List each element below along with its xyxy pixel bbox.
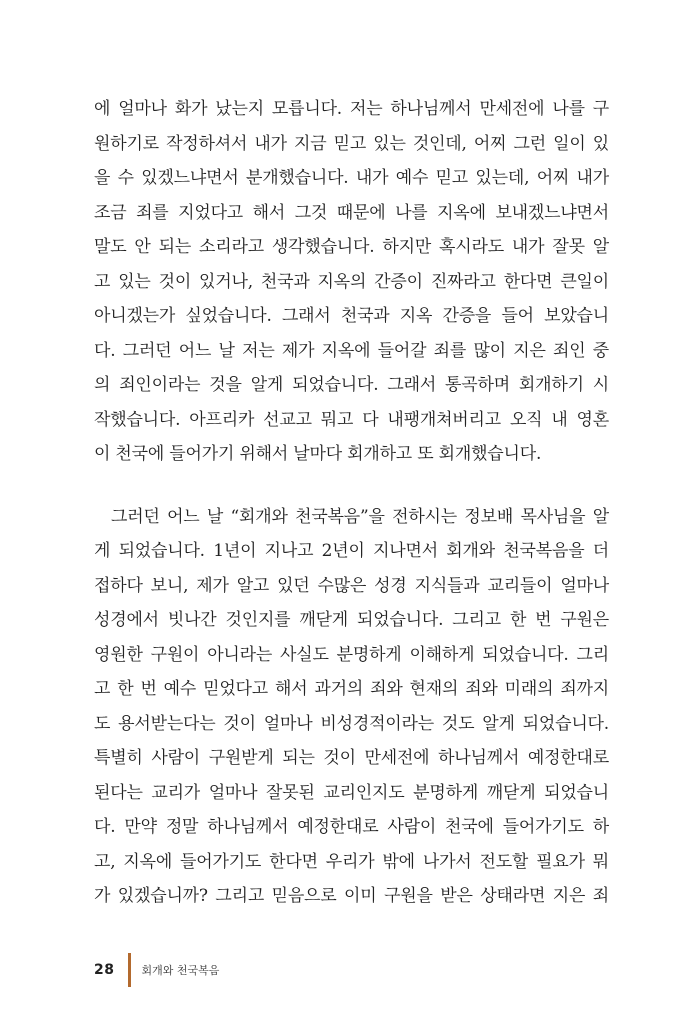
text-line: 게 되었습니다. 1년이 지나고 2년이 지나면서 회개와 천국복음을 더 — [94, 541, 609, 561]
text-line: 고 한 번 예수 믿었다고 해서 과거의 죄와 현재의 죄와 미래의 죄까지 — [94, 679, 609, 699]
text-line: 접하다 보니, 제가 알고 있던 수많은 성경 지식들과 교리들이 얼마나 — [94, 575, 609, 596]
text-line: 성경에서 빗나간 것인지를 깨닫게 되었습니다. 그리고 한 번 구원은 — [94, 610, 609, 630]
text-line: 도 용서받는다는 것이 얼마나 비성경적이라는 것도 알게 되었습니다. — [94, 713, 609, 734]
text-line: 에 얼마나 화가 났는지 모릅니다. 저는 하나님께서 만세전에 나를 구 — [94, 99, 609, 119]
paragraph-2 — [94, 500, 609, 914]
running-book-title: 회개와 천국복음 — [141, 964, 220, 977]
text-line: 원하기로 작정하셔서 내가 지금 믿고 있는 것인데, 어찌 그런 일이 있 — [94, 133, 609, 154]
text-line: 그러던 어느 날 “회개와 천국복음”을 전하시는 정보배 목사님을 알 — [111, 506, 609, 527]
text-line: 아니겠는가 싶었습니다. 그래서 천국과 지옥 간증을 들어 보았습니 — [94, 306, 609, 326]
page-number: 28 — [94, 962, 115, 978]
text-line: 다. 만약 정말 하나님께서 예정한대로 사람이 천국에 들어가기도 하 — [94, 817, 609, 837]
text-line: 영원한 구원이 아니라는 사실도 분명하게 이해하게 되었습니다. 그리 — [94, 644, 609, 665]
text-line: 작했습니다. 아프리카 선교고 뭐고 다 내팽개쳐버리고 오직 내 영혼 — [94, 409, 609, 430]
text-line: 가 있겠습니까? 그리고 믿음으로 이미 구원을 받은 상태라면 지은 죄 — [94, 886, 609, 906]
text-line: 을 수 있겠느냐면서 분개했습니다. 내가 예수 믿고 있는데, 어찌 내가 — [94, 168, 609, 188]
text-line: 된다는 교리가 얼마나 잘못된 교리인지도 분명하게 깨닫게 되었습니 — [94, 782, 609, 803]
text-line: 이 천국에 들어가기 위해서 날마다 회개하고 또 회개했습니다. — [94, 444, 542, 464]
paragraph-1 — [94, 92, 609, 472]
page-body — [94, 92, 609, 914]
text-line: 다. 그러던 어느 날 저는 제가 지옥에 들어갈 죄를 많이 지은 죄인 중 — [94, 340, 609, 361]
footer-divider — [128, 953, 131, 987]
text-line: 고 있는 것이 있거나, 천국과 지옥의 간증이 진짜라고 한다면 큰일이 — [94, 271, 609, 292]
page-footer — [94, 950, 219, 990]
text-line: 고, 지옥에 들어가기도 한다면 우리가 밖에 나가서 전도할 필요가 뭐 — [94, 851, 609, 872]
text-line: 특별히 사람이 구원받게 되는 것이 만세전에 하나님께서 예정한대로 — [94, 748, 609, 768]
paragraph-spacer — [94, 472, 609, 500]
text-line: 조금 죄를 지었다고 해서 그것 때문에 나를 지옥에 보내겠느냐면서 — [94, 202, 609, 223]
text-line: 말도 안 되는 소리라고 생각했습니다. 하지만 혹시라도 내가 잘못 알 — [94, 237, 609, 257]
text-line: 의 죄인이라는 것을 알게 되었습니다. 그래서 통곡하며 회개하기 시 — [94, 375, 609, 395]
